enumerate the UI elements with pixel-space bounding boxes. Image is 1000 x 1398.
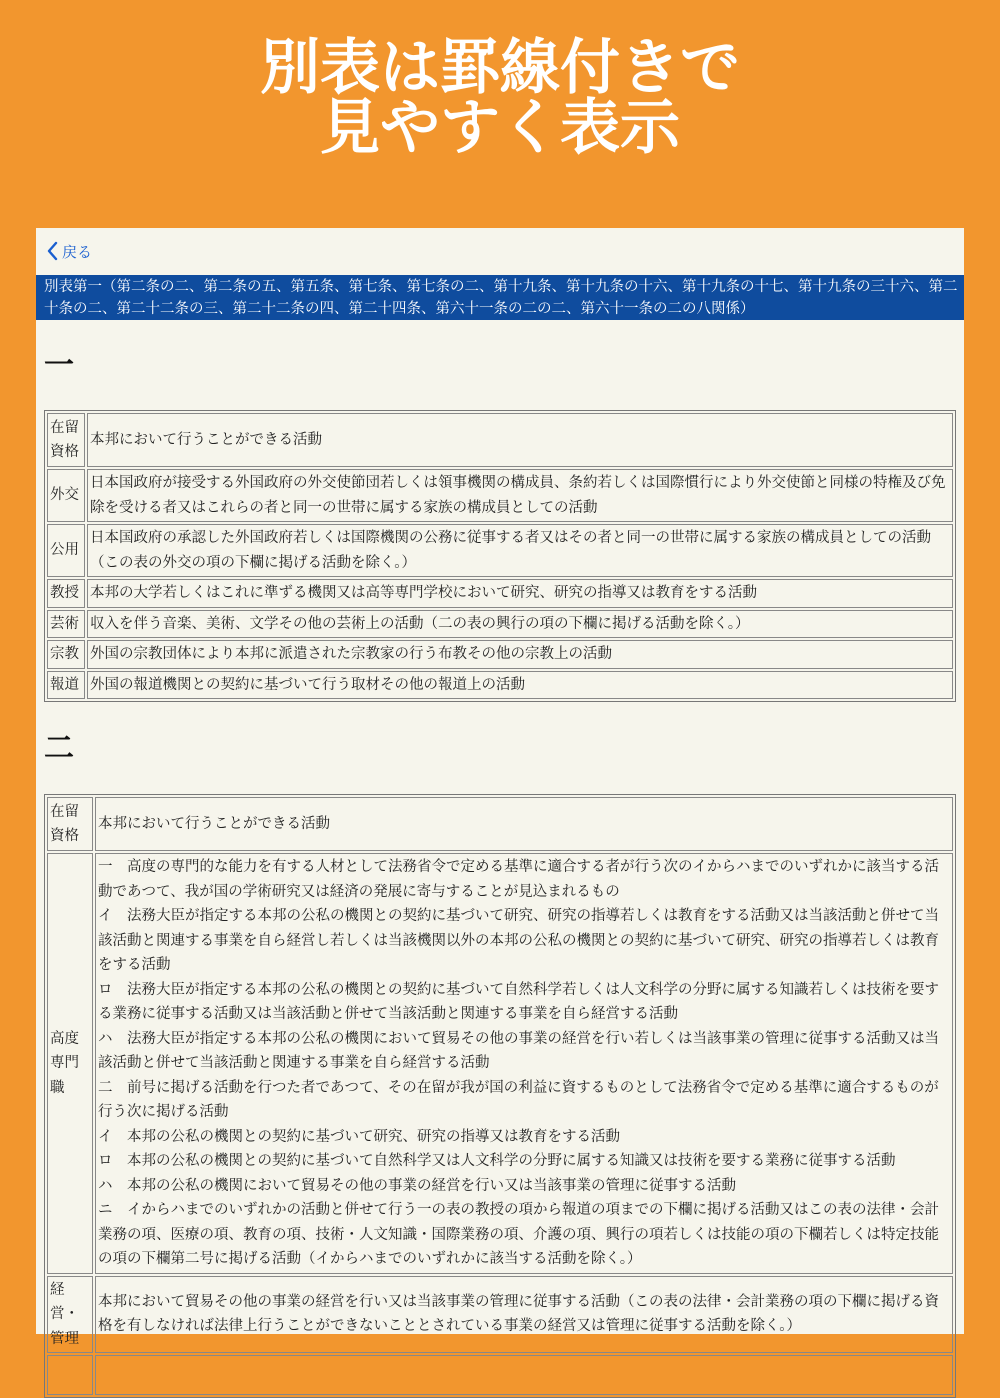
row-value-cell: 外国の宗教団体により本邦に派遣された宗教家の行う布教その他の宗教上の活動 (87, 640, 953, 669)
header-key-cell: 在留資格 (47, 797, 93, 851)
paragraph: 一 高度の専門的な能力を有する人材として法務省令で定める基準に適合する者が行う次のイからハまでのいずれかに該当する活動であつて、我が国の学術研究又は経済の発展に寄与することが見込まれるもの (98, 859, 939, 900)
app-screen (36, 228, 964, 1347)
table-row (47, 640, 953, 669)
row-value-cell: 外国の報道機関との契約に基づいて行う取材その他の報道上の活動 (87, 671, 953, 700)
paragraph: ロ 法務大臣が指定する本邦の公私の機関との契約に基づいて自然科学若しくは人文科学の分野に属する知識若しくは技術を要する業務に従事する活動又は当該活動と併せて当該活動と関連する事業を自ら経営する活動 (98, 981, 939, 1022)
table-row (47, 610, 953, 639)
table-row (47, 579, 953, 608)
section-heading-1: 一 (44, 348, 74, 383)
appendix-title-banner: 別表第一（第二条の二、第二条の五、第五条、第七条、第七条の二、第十九条、第十九条の十六、第十九条の十七、第十九条の三十六、第二十条の二、第二十二条の三、第二十二条の四、第二十四条、第六十一条の二の二、第六十一条の二の八関係） (36, 275, 964, 320)
row-key-cell: 芸術 (47, 610, 85, 639)
table-row (47, 853, 953, 1274)
row-value-cell: 日本国政府の承認した外国政府若しくは国際機関の公務に従事する者又はその者と同一の世帯に属する家族の構成員としての活動（この表の外交の項の下欄に掲げる活動を除く。） (87, 524, 953, 577)
section-1-table (44, 410, 956, 702)
kodo-key-cell: 高度専門職 (47, 853, 93, 1274)
keiei-value-cell: 本邦において貿易その他の事業の経営を行い又は当該事業の管理に従事する活動（この表の法律・会計業務の項の下欄に掲げる資格を有しなければ法律上行うことができないこととされている事業の経営又は管理に従事する活動を除く。） (95, 1276, 953, 1354)
row-key-cell: 宗教 (47, 640, 85, 669)
table-row (47, 1355, 953, 1395)
row-key-cell: 報道 (47, 671, 85, 700)
keiei-key-cell: 経営・管理 (47, 1276, 93, 1354)
promo-headline (0, 33, 1000, 163)
kodo-value-cell (95, 853, 953, 1274)
paragraph: 二 前号に掲げる活動を行つた者であつて、その在留が我が国の利益に資するものとして法務省令で定める基準に適合するものが行う次に掲げる活動 (98, 1079, 939, 1120)
table-row (47, 797, 953, 851)
row-key-cell: 公用 (47, 524, 85, 577)
paragraph: ロ 本邦の公私の機関との契約に基づいて自然科学又は人文科学の分野に属する知識又は技術を要する業務に従事する活動 (98, 1153, 896, 1169)
next-value-cell (95, 1355, 953, 1395)
back-label: 戻る (62, 242, 93, 261)
table-row (47, 469, 953, 522)
next-key-cell (47, 1355, 93, 1395)
paragraph: ニ イからハまでのいずれかの活動と併せて行う一の表の教授の項から報道の項までの下欄に掲げる活動又はこの表の法律・会計業務の項、医療の項、教育の項、技術・人文知識・国際業務の項、介護の項、興行の項若しくは技能の項の下欄若しくは特定技能の項の下欄第二号に掲げる活動（イからハまでのいずれかに該当する活動を除く。） (98, 1202, 939, 1267)
table-row (47, 524, 953, 577)
row-key-cell: 外交 (47, 469, 85, 522)
table-row (47, 1276, 953, 1354)
back-button[interactable] (46, 239, 92, 263)
headline-line-1: 別表は罫線付きで (260, 33, 740, 103)
paragraph: ハ 法務大臣が指定する本邦の公私の機関において貿易その他の事業の経営を行い若しくは当該事業の管理に従事する活動又は当該活動と併せて当該活動と関連する事業を自ら経営する活動 (98, 1030, 939, 1071)
headline-line-2: 見やすく表示 (320, 93, 680, 163)
table-row (47, 413, 953, 467)
row-value-cell: 本邦において行うことができる活動 (87, 413, 953, 467)
row-value-cell: 日本国政府が接受する外国政府の外交使節団若しくは領事機関の構成員、条約若しくは国際慣行により外交使節と同様の特権及び免除を受ける者又はこれらの者と同一の世帯に属する家族の構成員としての活動 (87, 469, 953, 522)
section-2-table (44, 794, 956, 1398)
row-value-cell: 収入を伴う音楽、美術、文学その他の芸術上の活動（二の表の興行の項の下欄に掲げる活動を除く。） (87, 610, 953, 639)
section-heading-2: 二 (44, 731, 74, 766)
row-key-cell: 在留資格 (47, 413, 85, 467)
table-row (47, 671, 953, 700)
paragraph: イ 本邦の公私の機関との契約に基づいて研究、研究の指導又は教育をする活動 (98, 1128, 620, 1145)
paragraph: ハ 本邦の公私の機関において貿易その他の事業の経営を行い又は当該事業の管理に従事する活動 (98, 1177, 736, 1194)
header-value-cell: 本邦において行うことができる活動 (95, 797, 953, 851)
paragraph: イ 法務大臣が指定する本邦の公私の機関との契約に基づいて研究、研究の指導若しくは教育をする活動又は当該活動と併せて当該活動と関連する事業を自ら経営し若しくは当該機関以外の本邦の公私の機関との契約に基づいて研究、研究の指導若しくは教育をする活動 (98, 908, 939, 973)
chevron-left-icon (46, 241, 58, 261)
row-value-cell: 本邦の大学若しくはこれに準ずる機関又は高等専門学校において研究、研究の指導又は教育をする活動 (87, 579, 953, 608)
nav-bar (36, 228, 964, 275)
row-key-cell: 教授 (47, 579, 85, 608)
